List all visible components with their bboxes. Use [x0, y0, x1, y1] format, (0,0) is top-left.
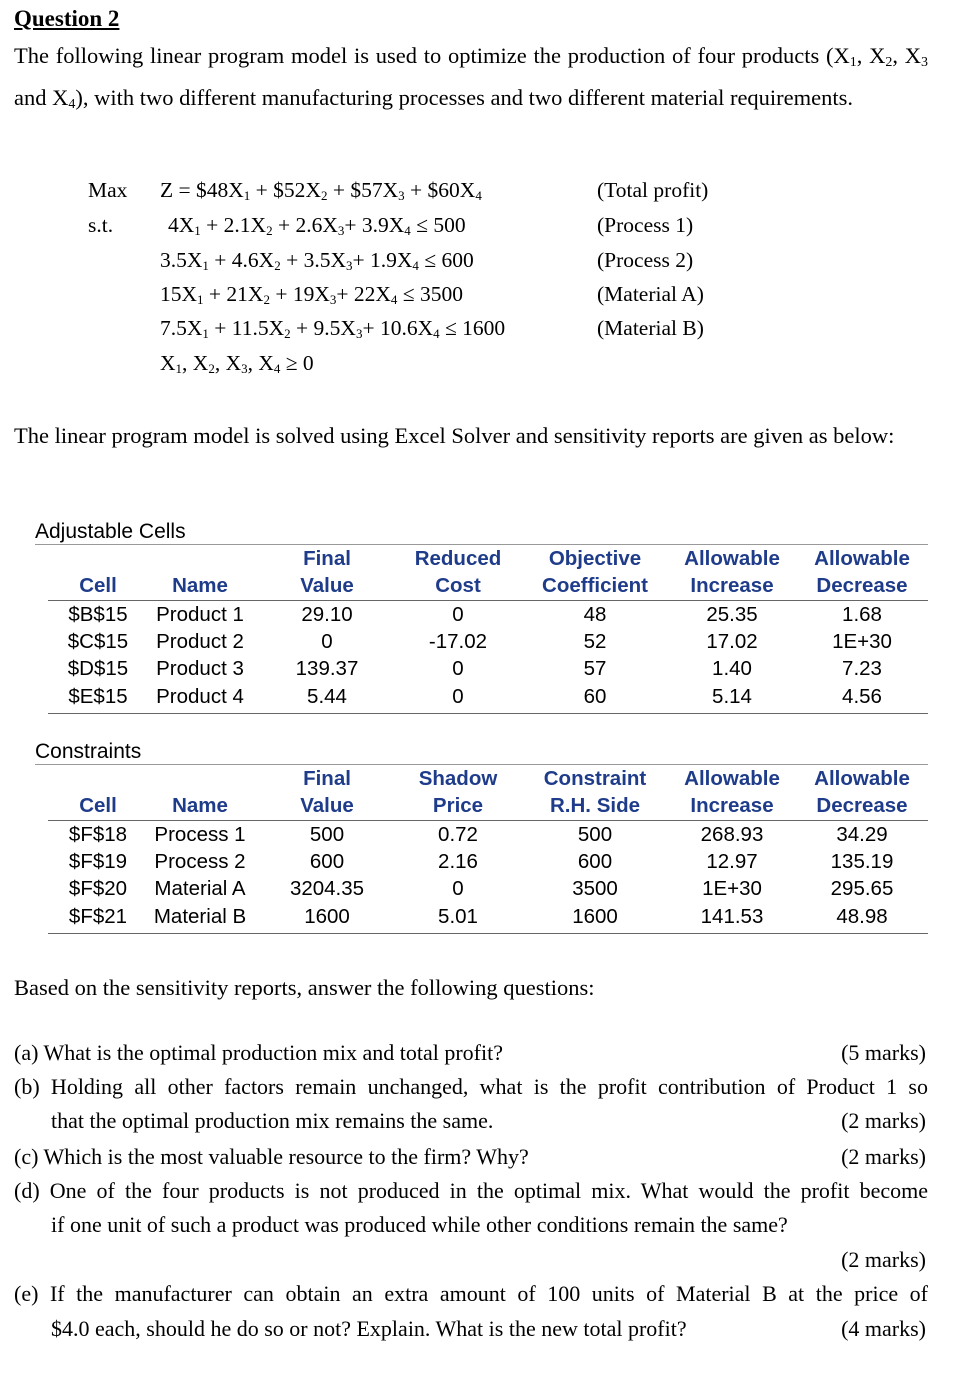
constraints-title-rule [35, 764, 928, 765]
table-cell: 57 [583, 657, 607, 680]
table-cell: Product 2 [156, 630, 244, 653]
table-cell: 48 [583, 603, 607, 626]
column-header: Increase [690, 574, 774, 597]
table-cell: 0 [321, 630, 333, 653]
table-cell: 3500 [572, 877, 618, 900]
table-cell: $F$18 [68, 823, 128, 846]
column-header: Name [172, 574, 228, 597]
column-header: Allowable [684, 547, 780, 570]
table-cell: Process 2 [154, 850, 246, 873]
question-marks: (2 marks) [841, 1144, 926, 1169]
model-note: (Total profit) [597, 178, 709, 202]
table-cell: 5.01 [438, 905, 478, 928]
table-cell: 1E+30 [702, 877, 762, 900]
st-label: s.t. [88, 213, 114, 237]
table-cell: $B$15 [68, 603, 128, 626]
question-line: (e) If the manufacturer can obtain an extra amount of 100 units of Material B at the price of [14, 1281, 928, 1306]
table-cell: 0 [452, 657, 464, 680]
table-cell: Product 1 [156, 603, 244, 626]
adjustable-title-rule [35, 544, 928, 545]
column-header: Decrease [816, 794, 908, 817]
table-cell: 12.97 [706, 850, 758, 873]
column-header: Coefficient [542, 574, 648, 597]
table-cell: $F$20 [68, 877, 128, 900]
table-cell: 0 [452, 603, 464, 626]
table-cell: 17.02 [706, 630, 758, 653]
model-note: (Material A) [597, 282, 704, 306]
header-rule [48, 820, 928, 821]
based-on-text: Based on the sensitivity reports, answer the following questions: [14, 975, 595, 1000]
bottom-rule [48, 933, 928, 934]
column-header: Final [303, 547, 351, 570]
constraints-title: Constraints [35, 740, 142, 763]
question-line: $4.0 each, should he do so or not? Explain. What is the new total profit? [51, 1316, 687, 1341]
table-cell: 34.29 [836, 823, 888, 846]
table-cell: Process 1 [154, 823, 246, 846]
question-title: Question 2 [14, 6, 120, 31]
model-expression: $X_1$, $X_2$, $X_3$, $X_4 \ge 0$ [160, 351, 314, 376]
column-header: Allowable [814, 547, 910, 570]
model-expression: $Z = \$48X_1$ + $\$52X_2$ + $\$57X_3$ + $\$60X_4$ [160, 178, 482, 203]
model-expression: $7.5X_1 + 11.5X_2 + 9.5X_3+ 10.6X_4 \le 1600$ [160, 316, 506, 341]
question-line: (d) One of the four products is not produced in the optimal mix. What would the profit become [14, 1178, 928, 1203]
table-cell: $F$19 [68, 850, 128, 873]
table-cell: 600 [577, 850, 613, 873]
table-cell: $E$15 [68, 685, 128, 708]
model-expression: $15X_1 + 21X_2 + 19X_3+ 22X_4 \le 3500$ [160, 282, 463, 307]
column-header: Decrease [816, 574, 908, 597]
table-cell: 1E+30 [832, 630, 892, 653]
question-line: that the optimal production mix remains the same. [51, 1108, 494, 1133]
table-cell: 0 [452, 685, 464, 708]
column-header: Allowable [684, 767, 780, 790]
intro-paragraph: The following linear program model is used to optimize the production of four products ($X_1$, $X_2$, $X_3$ and $X_4$), with two different manufacturing processes and two different material requirements. [14, 43, 929, 112]
column-header: Constraint [543, 767, 647, 790]
column-header: Value [300, 574, 354, 597]
model-note: (Process 1) [597, 213, 694, 237]
header-rule [48, 600, 928, 601]
column-header: Allowable [814, 767, 910, 790]
question-marks: (2 marks) [841, 1247, 926, 1272]
column-header: Reduced [414, 547, 502, 570]
question-line: if one unit of such a product was produced while other conditions remain the same? [51, 1212, 788, 1237]
table-cell: 141.53 [700, 905, 764, 928]
column-header: Value [300, 794, 354, 817]
column-header: Objective [548, 547, 642, 570]
table-cell: 139.37 [295, 657, 359, 680]
model-expression: $4X_1 + 2.1X_2 + 2.6X_3+ 3.9X_4 \le 500$ [168, 213, 466, 238]
solved-paragraph: The linear program model is solved using Excel Solver and sensitivity reports are given as below: [14, 423, 895, 448]
column-header: Final [303, 767, 351, 790]
table-cell: 5.14 [712, 685, 752, 708]
table-cell: 295.65 [830, 877, 894, 900]
table-cell: $D$15 [67, 657, 129, 680]
table-cell: Material A [154, 877, 246, 900]
column-header: Cell [79, 574, 117, 597]
adjustable-cells-title: Adjustable Cells [35, 520, 186, 543]
table-cell: 60 [583, 685, 607, 708]
question-marks: (2 marks) [841, 1108, 926, 1133]
column-header: Increase [690, 794, 774, 817]
column-header: Price [432, 794, 484, 817]
table-cell: 48.98 [836, 905, 888, 928]
table-cell: 1.68 [842, 603, 882, 626]
model-expression: $3.5X_1 + 4.6X_2 + 3.5X_3+ 1.9X_4 \le 600$ [160, 248, 474, 273]
table-cell: 0 [452, 877, 464, 900]
table-cell: 135.19 [830, 850, 894, 873]
table-cell: 2.16 [438, 850, 478, 873]
table-cell: -17.02 [428, 630, 488, 653]
table-cell: 25.35 [706, 603, 758, 626]
question-marks: (5 marks) [841, 1040, 926, 1065]
table-cell: 29.10 [301, 603, 353, 626]
table-cell: 4.56 [842, 685, 882, 708]
table-cell: 1600 [304, 905, 350, 928]
table-cell: 268.93 [700, 823, 764, 846]
table-cell: Material B [153, 905, 247, 928]
column-header: Name [172, 794, 228, 817]
table-cell: 500 [309, 823, 345, 846]
table-cell: $C$15 [67, 630, 129, 653]
question-line: (c) Which is the most valuable resource to the firm? Why? [14, 1144, 529, 1169]
column-header: R.H. Side [550, 794, 640, 817]
table-cell: 1.40 [712, 657, 752, 680]
model-note: (Process 2) [597, 248, 694, 272]
table-cell: $F$21 [68, 905, 128, 928]
column-header: Cost [435, 574, 481, 597]
table-cell: 500 [577, 823, 613, 846]
table-cell: Product 4 [156, 685, 244, 708]
table-cell: 600 [309, 850, 345, 873]
question-line: (a) What is the optimal production mix and total profit? [14, 1040, 503, 1065]
table-cell: 3204.35 [289, 877, 365, 900]
question-line: (b) Holding all other factors remain unchanged, what is the profit contribution of Product 1 so [14, 1074, 928, 1099]
table-cell: Product 3 [156, 657, 244, 680]
bottom-rule [48, 713, 928, 714]
max-label: Max [88, 178, 128, 202]
table-cell: 52 [583, 630, 607, 653]
column-header: Shadow [418, 767, 498, 790]
table-cell: 1600 [572, 905, 618, 928]
column-header: Cell [79, 794, 117, 817]
question-marks: (4 marks) [841, 1316, 926, 1341]
table-cell: 0.72 [438, 823, 478, 846]
table-cell: 7.23 [842, 657, 882, 680]
table-cell: 5.44 [307, 685, 347, 708]
model-note: (Material B) [597, 316, 704, 340]
